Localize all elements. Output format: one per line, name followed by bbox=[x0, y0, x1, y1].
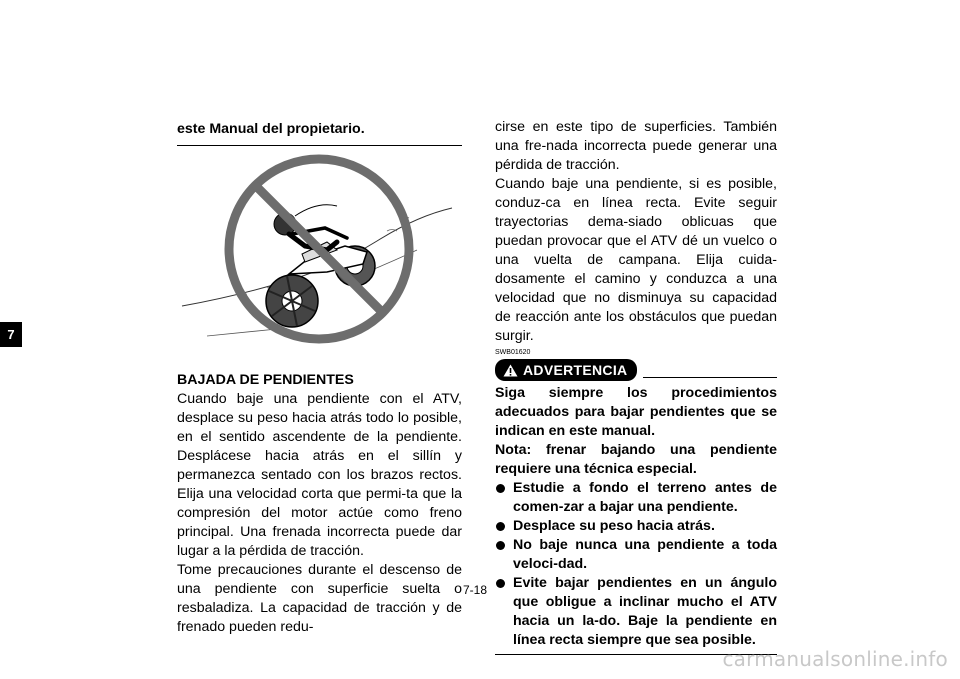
warning-label: ADVERTENCIA bbox=[523, 361, 628, 378]
section-heading: BAJADA DE PENDIENTES bbox=[177, 372, 354, 388]
warning-header bbox=[495, 359, 777, 381]
page-number: 7-18 bbox=[463, 583, 488, 597]
warning-code: SWB01620 bbox=[495, 349, 531, 356]
left-column bbox=[177, 120, 462, 637]
left-paragraph-2: Tome precauciones durante el descenso de una pendiente con superficie suelta o resbaladiza. La capacidad de tracción y de frenado pueden redu- bbox=[177, 562, 462, 635]
continued-text: este Manual del propietario. bbox=[177, 121, 365, 137]
list-item bbox=[495, 517, 777, 536]
warning-triangle-icon bbox=[503, 364, 518, 377]
bullet-text: No baje nunca una pendiente a toda veloci-dad. bbox=[513, 537, 777, 572]
warning-badge bbox=[495, 359, 637, 381]
warning-bullet-list bbox=[495, 479, 777, 650]
chapter-tab: 7 bbox=[0, 322, 22, 347]
list-item bbox=[495, 574, 777, 650]
bullet-text: Estudie a fondo el terreno antes de comen-zar a bajar una pendiente. bbox=[513, 480, 777, 515]
right-paragraph-1: cirse en este tipo de superficies. También una fre-nada incorrecta puede generar una pérdida de tracción. bbox=[495, 119, 777, 173]
warning-header-rule bbox=[643, 377, 777, 378]
bullet-icon bbox=[496, 579, 505, 588]
bullet-text: Desplace su peso hacia atrás. bbox=[513, 518, 715, 534]
bullet-icon bbox=[496, 541, 505, 550]
list-item bbox=[495, 536, 777, 574]
right-paragraph-2: Cuando baje una pendiente, si es posible, conduz-ca en línea recta. Evite seguir trayectorias dema-siado oblicuas que puedan provocar que el ATV dé un vuelco o una vuelta de campana. Elija cuida-dosamente el camino y conduzca a una velocidad que no disminuya su capacidad de reacción ante los obstáculos que puedan surgir. bbox=[495, 176, 777, 344]
bullet-icon bbox=[496, 484, 505, 493]
right-column bbox=[495, 118, 777, 655]
bullet-icon bbox=[496, 522, 505, 531]
warning-body bbox=[495, 384, 777, 650]
left-paragraph-1: Cuando baje una pendiente con el ATV, desplace su peso hacia atrás todo lo posible, en el sentido ascendente de la pendiente. Desplácese hacia atrás en el sillín y permanezca sentado con los brazos rectos. Elija una velocidad corta que permi-ta que la compresión del motor actúe como freno principal. Una frenada incorrecta puede dar lugar a la pérdida de tracción. bbox=[177, 391, 462, 559]
watermark: carmanualsonline.info bbox=[722, 647, 948, 671]
warning-paragraph-2: Nota: frenar bajando una pendiente requiere una técnica especial. bbox=[495, 442, 777, 477]
prohibited-atv-illustration bbox=[177, 146, 462, 351]
warning-paragraph-1: Siga siempre los procedimientos adecuados para bajar pendientes que se indican en este manual. bbox=[495, 385, 777, 439]
bullet-text: Evite bajar pendientes en un ángulo que obligue a inclinar mucho el ATV hacia un la-do. Baje la pendiente en línea recta siempre que sea posible. bbox=[513, 575, 777, 648]
list-item bbox=[495, 479, 777, 517]
